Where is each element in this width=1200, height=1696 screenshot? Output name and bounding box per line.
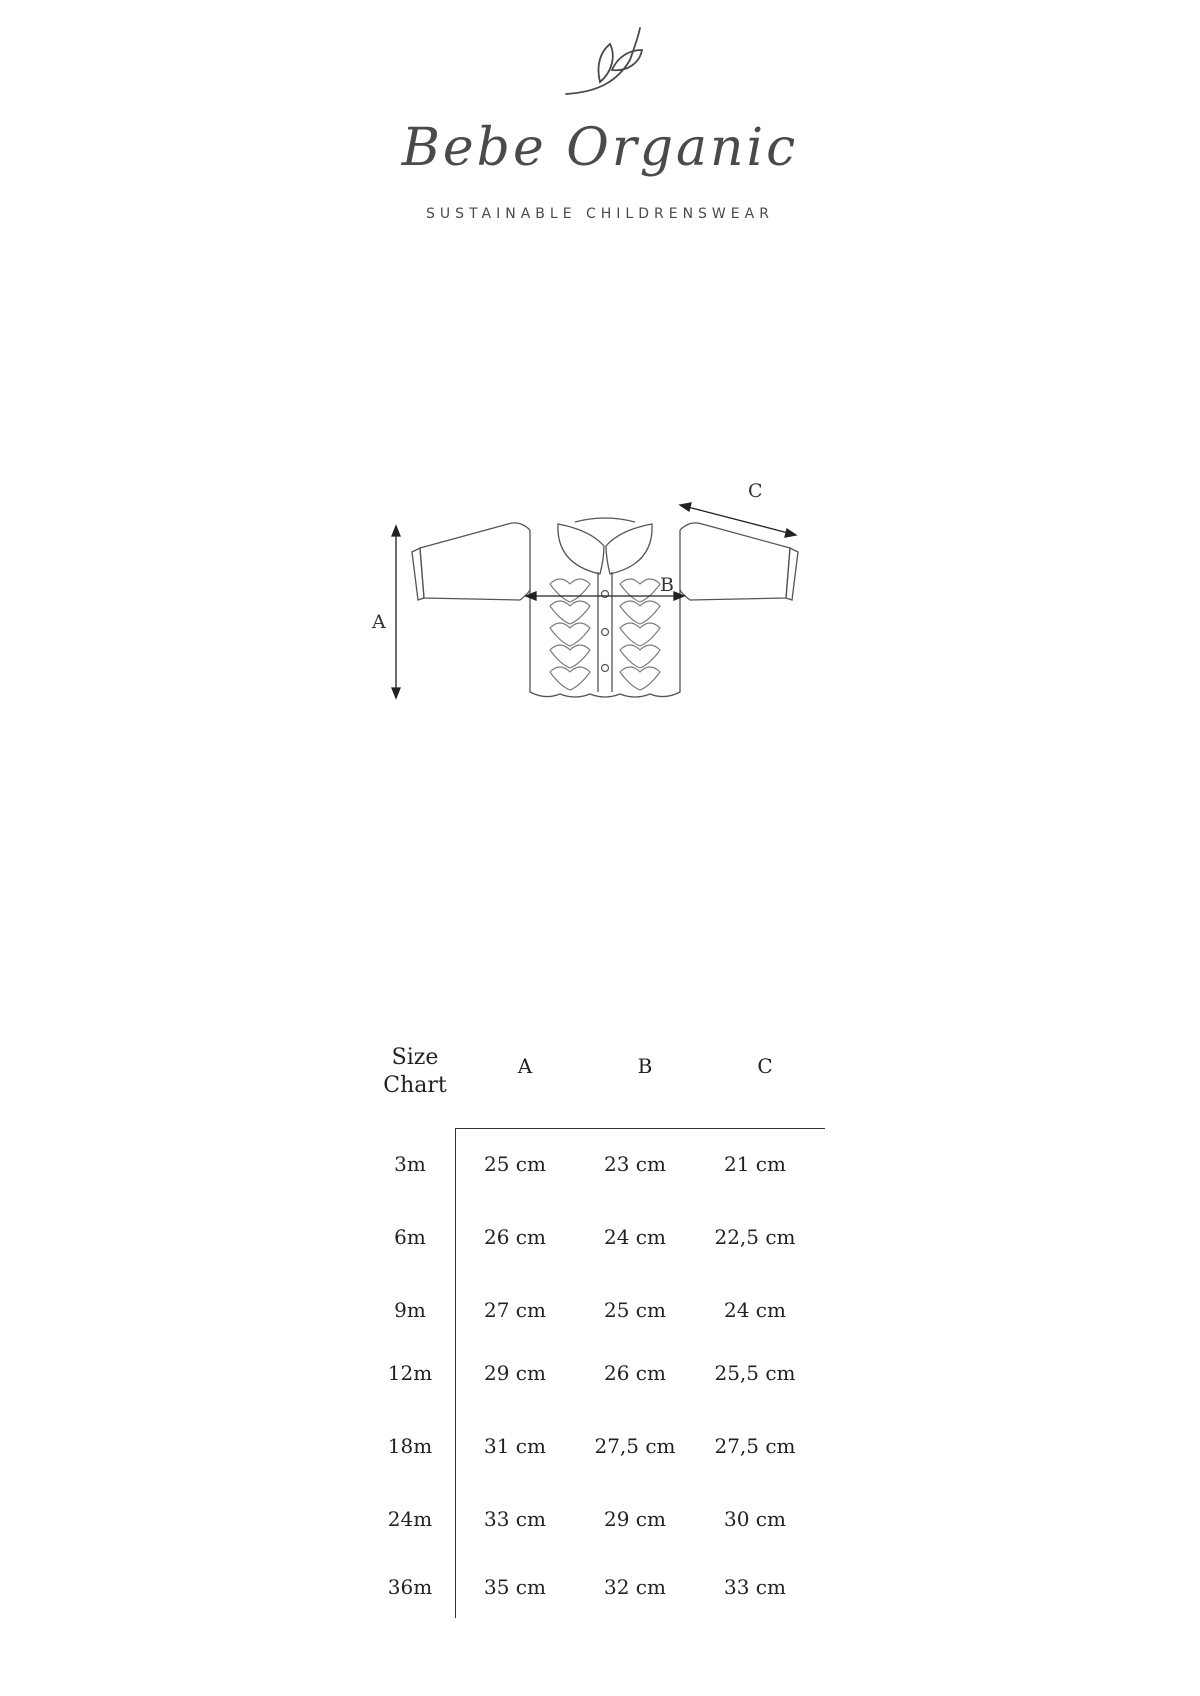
size-cell: 12m [387, 1361, 433, 1385]
column-header-c: C [757, 1054, 773, 1078]
measure-b-cell: 32 cm [604, 1575, 666, 1599]
size-cell: 3m [394, 1152, 426, 1176]
dimension-label-b: B [660, 574, 674, 596]
garment-measurement-diagram [0, 460, 1200, 720]
measure-b-cell: 24 cm [604, 1225, 666, 1249]
measure-b-cell: 26 cm [604, 1361, 666, 1385]
size-chart-corner [370, 1044, 460, 1100]
size-cell: 24m [387, 1507, 433, 1531]
brand-tagline: SUSTAINABLE CHILDRENSWEAR [426, 206, 774, 222]
column-header-a: A [517, 1054, 533, 1078]
corner-line-2: Chart [383, 1073, 447, 1098]
corner-line-1: Size [391, 1045, 439, 1070]
column-header-b: B [637, 1054, 653, 1078]
dimension-label-a: A [372, 611, 386, 633]
measure-c-cell: 30 cm [724, 1507, 786, 1531]
size-cell: 9m [394, 1298, 426, 1322]
table-row [370, 1361, 830, 1391]
measure-c-cell: 21 cm [724, 1152, 786, 1176]
header-divider [455, 1128, 825, 1129]
measure-b-cell: 27,5 cm [594, 1434, 676, 1458]
size-cell: 36m [387, 1575, 433, 1599]
table-row [370, 1152, 830, 1182]
table-row [370, 1575, 830, 1605]
leaf-icon [0, 0, 1200, 110]
table-row [370, 1507, 830, 1537]
brand-logo [0, 0, 1200, 240]
measure-c-cell: 27,5 cm [714, 1434, 796, 1458]
measure-a-cell: 25 cm [484, 1152, 546, 1176]
measure-a-cell: 29 cm [484, 1361, 546, 1385]
size-cell: 18m [387, 1434, 433, 1458]
table-row [370, 1225, 830, 1255]
measure-c-cell: 22,5 cm [714, 1225, 796, 1249]
measure-a-cell: 31 cm [484, 1434, 546, 1458]
measure-b-cell: 29 cm [604, 1507, 666, 1531]
measure-c-cell: 24 cm [724, 1298, 786, 1322]
dimension-label-c: C [748, 480, 763, 502]
measure-c-cell: 33 cm [724, 1575, 786, 1599]
measure-a-cell: 35 cm [484, 1575, 546, 1599]
measure-b-cell: 25 cm [604, 1298, 666, 1322]
measure-a-cell: 27 cm [484, 1298, 546, 1322]
table-row [370, 1434, 830, 1464]
brand-name: Bebe Organic [401, 118, 799, 178]
measure-a-cell: 33 cm [484, 1507, 546, 1531]
size-cell: 6m [394, 1225, 426, 1249]
measure-c-cell: 25,5 cm [714, 1361, 796, 1385]
measure-b-cell: 23 cm [604, 1152, 666, 1176]
size-chart-table [370, 1045, 830, 1620]
table-row [370, 1298, 830, 1328]
measure-a-cell: 26 cm [484, 1225, 546, 1249]
